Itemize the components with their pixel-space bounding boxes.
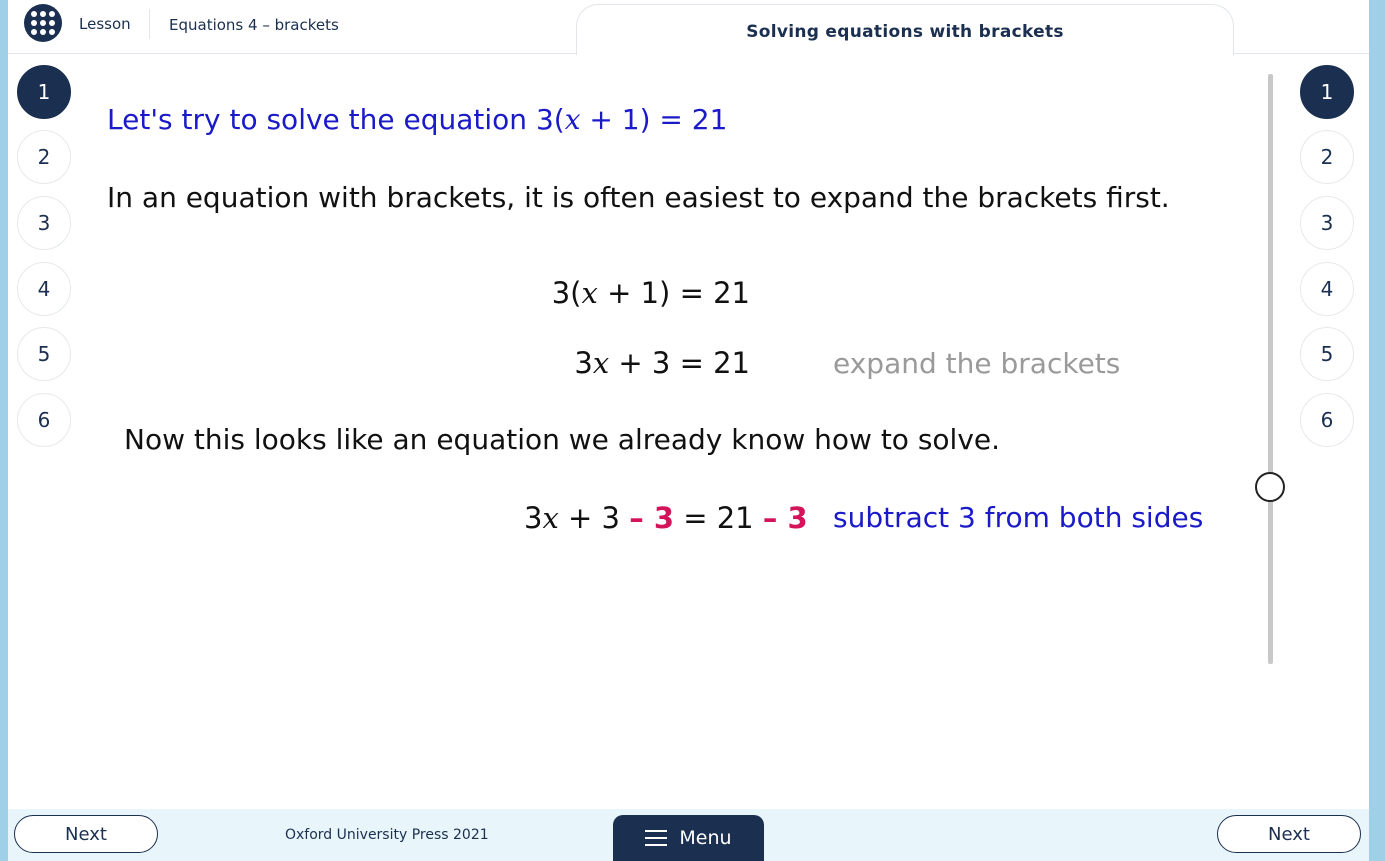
- instruction-paragraph: In an equation with brackets, it is often easiest to expand the brackets first.: [107, 181, 1170, 214]
- grid-dots-icon: [31, 11, 55, 35]
- page-title-tab: [576, 4, 1234, 55]
- step-5-right[interactable]: 5: [1300, 327, 1354, 381]
- hamburger-icon: [645, 830, 667, 846]
- next-button-right[interactable]: Next: [1217, 815, 1361, 853]
- next-button-left[interactable]: Next: [14, 815, 158, 853]
- step-4-right[interactable]: 4: [1300, 262, 1354, 316]
- step-6-right[interactable]: 6: [1300, 393, 1354, 447]
- lesson-frame: [8, 0, 1369, 861]
- page-title: Solving equations with brackets: [746, 22, 1064, 42]
- equation-expanded: 3x + 3 = 21: [574, 346, 750, 380]
- scroll-handle[interactable]: [1255, 472, 1285, 502]
- header-divider: [149, 9, 150, 39]
- followup-paragraph: Now this looks like an equation we already know how to solve.: [124, 423, 1001, 456]
- step-6-left[interactable]: 6: [17, 393, 71, 447]
- menu-button[interactable]: [613, 815, 764, 861]
- lesson-label: Lesson: [79, 15, 131, 33]
- step-1-left[interactable]: 1: [17, 65, 71, 119]
- step-3-right[interactable]: 3: [1300, 196, 1354, 250]
- equation-original: 3(x + 1) = 21: [551, 276, 750, 310]
- menu-label: Menu: [679, 827, 732, 849]
- equation-subtract: 3x + 3 – 3 = 21 – 3: [524, 501, 808, 535]
- step-4-left[interactable]: 4: [17, 262, 71, 316]
- footer: [8, 809, 1369, 861]
- step-3-left[interactable]: 3: [17, 196, 71, 250]
- scroll-track[interactable]: [1268, 74, 1273, 664]
- expand-note: expand the brackets: [833, 347, 1121, 380]
- subtract-note: subtract 3 from both sides: [833, 501, 1204, 534]
- step-1-right[interactable]: 1: [1300, 65, 1354, 119]
- lesson-title: Equations 4 – brackets: [169, 16, 339, 34]
- header: [8, 0, 1369, 54]
- apps-button[interactable]: [24, 4, 62, 42]
- intro-text: Let's try to solve the equation 3(x + 1) = 21: [107, 103, 728, 136]
- step-2-right[interactable]: 2: [1300, 130, 1354, 184]
- step-5-left[interactable]: 5: [17, 327, 71, 381]
- copyright-text: Oxford University Press 2021: [285, 827, 489, 843]
- step-2-left[interactable]: 2: [17, 130, 71, 184]
